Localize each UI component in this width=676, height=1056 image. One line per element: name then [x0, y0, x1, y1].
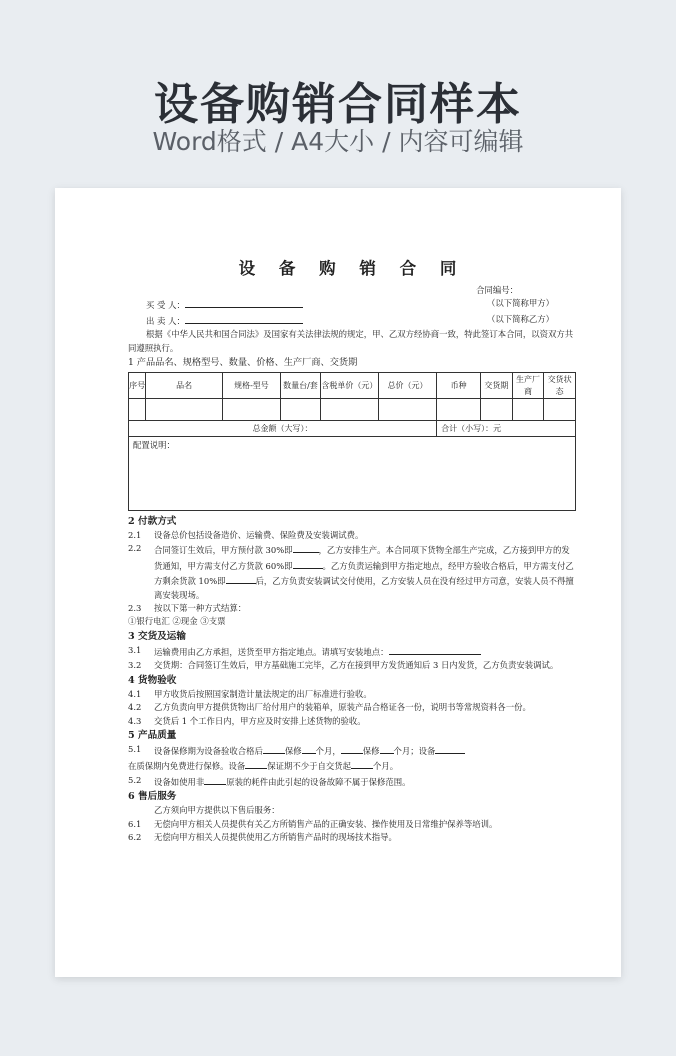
- clause-2-3: 2.3 按以下第一种方式结算：: [128, 603, 247, 614]
- header-cell: 含税单价（元）: [320, 373, 378, 399]
- banner-title: 设备购销合同样本: [154, 79, 522, 130]
- second-payment-field[interactable]: [293, 558, 323, 569]
- section-1-heading: 1 产品品名、规格型号、数量、价格、生产厂商、交货期: [128, 357, 358, 369]
- table-cell[interactable]: [544, 399, 576, 421]
- section-2-heading: 2 付款方式: [128, 516, 177, 528]
- product-table: [128, 372, 576, 437]
- table-header-row: [129, 373, 576, 399]
- header-cell: 数量台/套: [281, 373, 321, 399]
- table-cell[interactable]: [281, 399, 321, 421]
- table-cell[interactable]: [146, 399, 223, 421]
- contract-title: 设 备 购 销 合 同: [238, 259, 466, 278]
- configuration-notes[interactable]: [128, 437, 576, 511]
- payment-options: ①银行电汇 ②现金 ③支票: [128, 616, 226, 627]
- table-cell[interactable]: [481, 399, 513, 421]
- header-cell: 总价（元）: [378, 373, 436, 399]
- equipment-field-2[interactable]: [245, 758, 267, 769]
- preamble: 根据《中华人民共和国合同法》及国家有关法律法规的规定，甲、乙双方经协商一致，特此签订本合同，以资双方共同遵照执行。: [128, 329, 574, 353]
- clause-4-2: 4.2 乙方负责向甲方提供货物出厂给付用户的装箱单，原装产品合格证各一份，说明书等常规资料各一份。: [128, 702, 531, 713]
- table-cell[interactable]: [320, 399, 378, 421]
- buyer-note: （以下简称甲方）: [487, 298, 554, 309]
- buyer-field[interactable]: [185, 297, 303, 308]
- clause-5-2: 5.2 设备如使用非 原装的耗件由此引起的设备故障不属于保修范围。: [128, 774, 411, 787]
- clause-6-2: 6.2 无偿向甲方相关人员提供使用乙方所销售产品时的现场技术指导。: [128, 831, 397, 842]
- remark-label: 配置说明：: [133, 440, 175, 451]
- clause-5-1: 5.1 设备保修期为设备验收合格后 保修 个月， 保修 个月；设备: [128, 743, 576, 758]
- total-lower-cell[interactable]: 合计（小写）：元: [437, 421, 576, 437]
- table-total-row: [129, 421, 576, 437]
- table-row: [129, 399, 576, 421]
- banner-subtitle: Word格式 / A4大小 / 内容可编辑: [152, 127, 524, 156]
- header-cell: 交货状态: [544, 373, 576, 399]
- total-amount-cell[interactable]: 总金额（大写）：: [129, 421, 437, 437]
- seller-field[interactable]: [185, 313, 303, 324]
- table-cell[interactable]: [222, 399, 280, 421]
- table-cell[interactable]: [437, 399, 481, 421]
- seller-label: 出 卖 人：: [146, 315, 185, 326]
- seller-note: （以下简称乙方）: [487, 313, 554, 324]
- install-location-field[interactable]: [389, 644, 481, 655]
- section-6-heading: 6 售后服务: [128, 791, 177, 803]
- clause-6-intro: 乙方须向甲方提供以下售后服务：: [154, 805, 280, 816]
- guarantee-months-field[interactable]: [351, 758, 373, 769]
- equipment-field-1[interactable]: [435, 743, 465, 754]
- clause-4-3: 4.3 交货后 1 个工作日内，甲方应及时安排上述货物的验收。: [128, 715, 366, 726]
- section-5-heading: 5 产品质量: [128, 729, 177, 741]
- original-parts-field[interactable]: [204, 774, 226, 785]
- section-3-heading: 3 交货及运输: [128, 630, 186, 642]
- clause-6-1: 6.1 无偿向甲方相关人员提供有关乙方所销售产品的正确安装、操作使用及日常维护保养等培训。: [128, 818, 498, 829]
- contract-number-label: 合同编号：: [476, 285, 518, 295]
- document-page: [55, 188, 621, 977]
- warranty-months-1[interactable]: [302, 743, 316, 754]
- header-cell: 品名: [146, 373, 223, 399]
- section-4-heading: 4 货物验收: [128, 674, 177, 686]
- table-cell[interactable]: [129, 399, 146, 421]
- clause-4-1: 4.1 甲方收货后按照国家制造计量法规定的出厂标准进行验收。: [128, 688, 372, 699]
- clause-2-2: 2.2 合同签订生效后，甲方预付款 30%即 ，乙方安排生产。本合同项下货物全部生产完成，乙方接到甲方的发货通知，甲方需支付乙方货款 60%即 。乙方负责运输到甲方指定地点，经甲方验收合格后，甲方需支付乙方剩余货款 10%即 后，乙方负责安装调试交付使用，乙方安装人员在没有经过甲方司意，安装人员不得擅离安装现场。: [128, 543, 574, 600]
- header-cell: 交货期: [481, 373, 513, 399]
- clause-3-2: 3.2 交货期：合同签订生效后，甲方基础施工完毕，乙方在接到甲方发货通知后 3 日内发货，乙方负责安装调试。: [128, 660, 559, 671]
- clause-5-1-continued: 在质保期内免费进行保修。设备 保证期不少于自交货起 个月。: [128, 758, 576, 773]
- header-cell: 生产厂商: [512, 373, 544, 399]
- clause-3-1: 3.1 运输费用由乙方承担，送货至甲方指定地点。请填写安装地点：: [128, 644, 576, 659]
- warranty-field-1[interactable]: [263, 743, 285, 754]
- buyer-label: 买 受 人：: [146, 300, 185, 311]
- warranty-months-2[interactable]: [380, 743, 394, 754]
- table-cell[interactable]: [512, 399, 544, 421]
- header-cell: 序号: [129, 373, 146, 399]
- contract-document: [128, 258, 576, 844]
- warranty-field-2[interactable]: [341, 743, 363, 754]
- header-cell: 币种: [437, 373, 481, 399]
- final-payment-field[interactable]: [226, 573, 256, 584]
- table-cell[interactable]: [378, 399, 436, 421]
- header-cell: 规格-型号: [222, 373, 280, 399]
- clause-2-1: 2.1 设备总价包括设备造价、运输费、保险费及安装调试费。: [128, 530, 364, 541]
- advance-payment-field[interactable]: [293, 542, 319, 553]
